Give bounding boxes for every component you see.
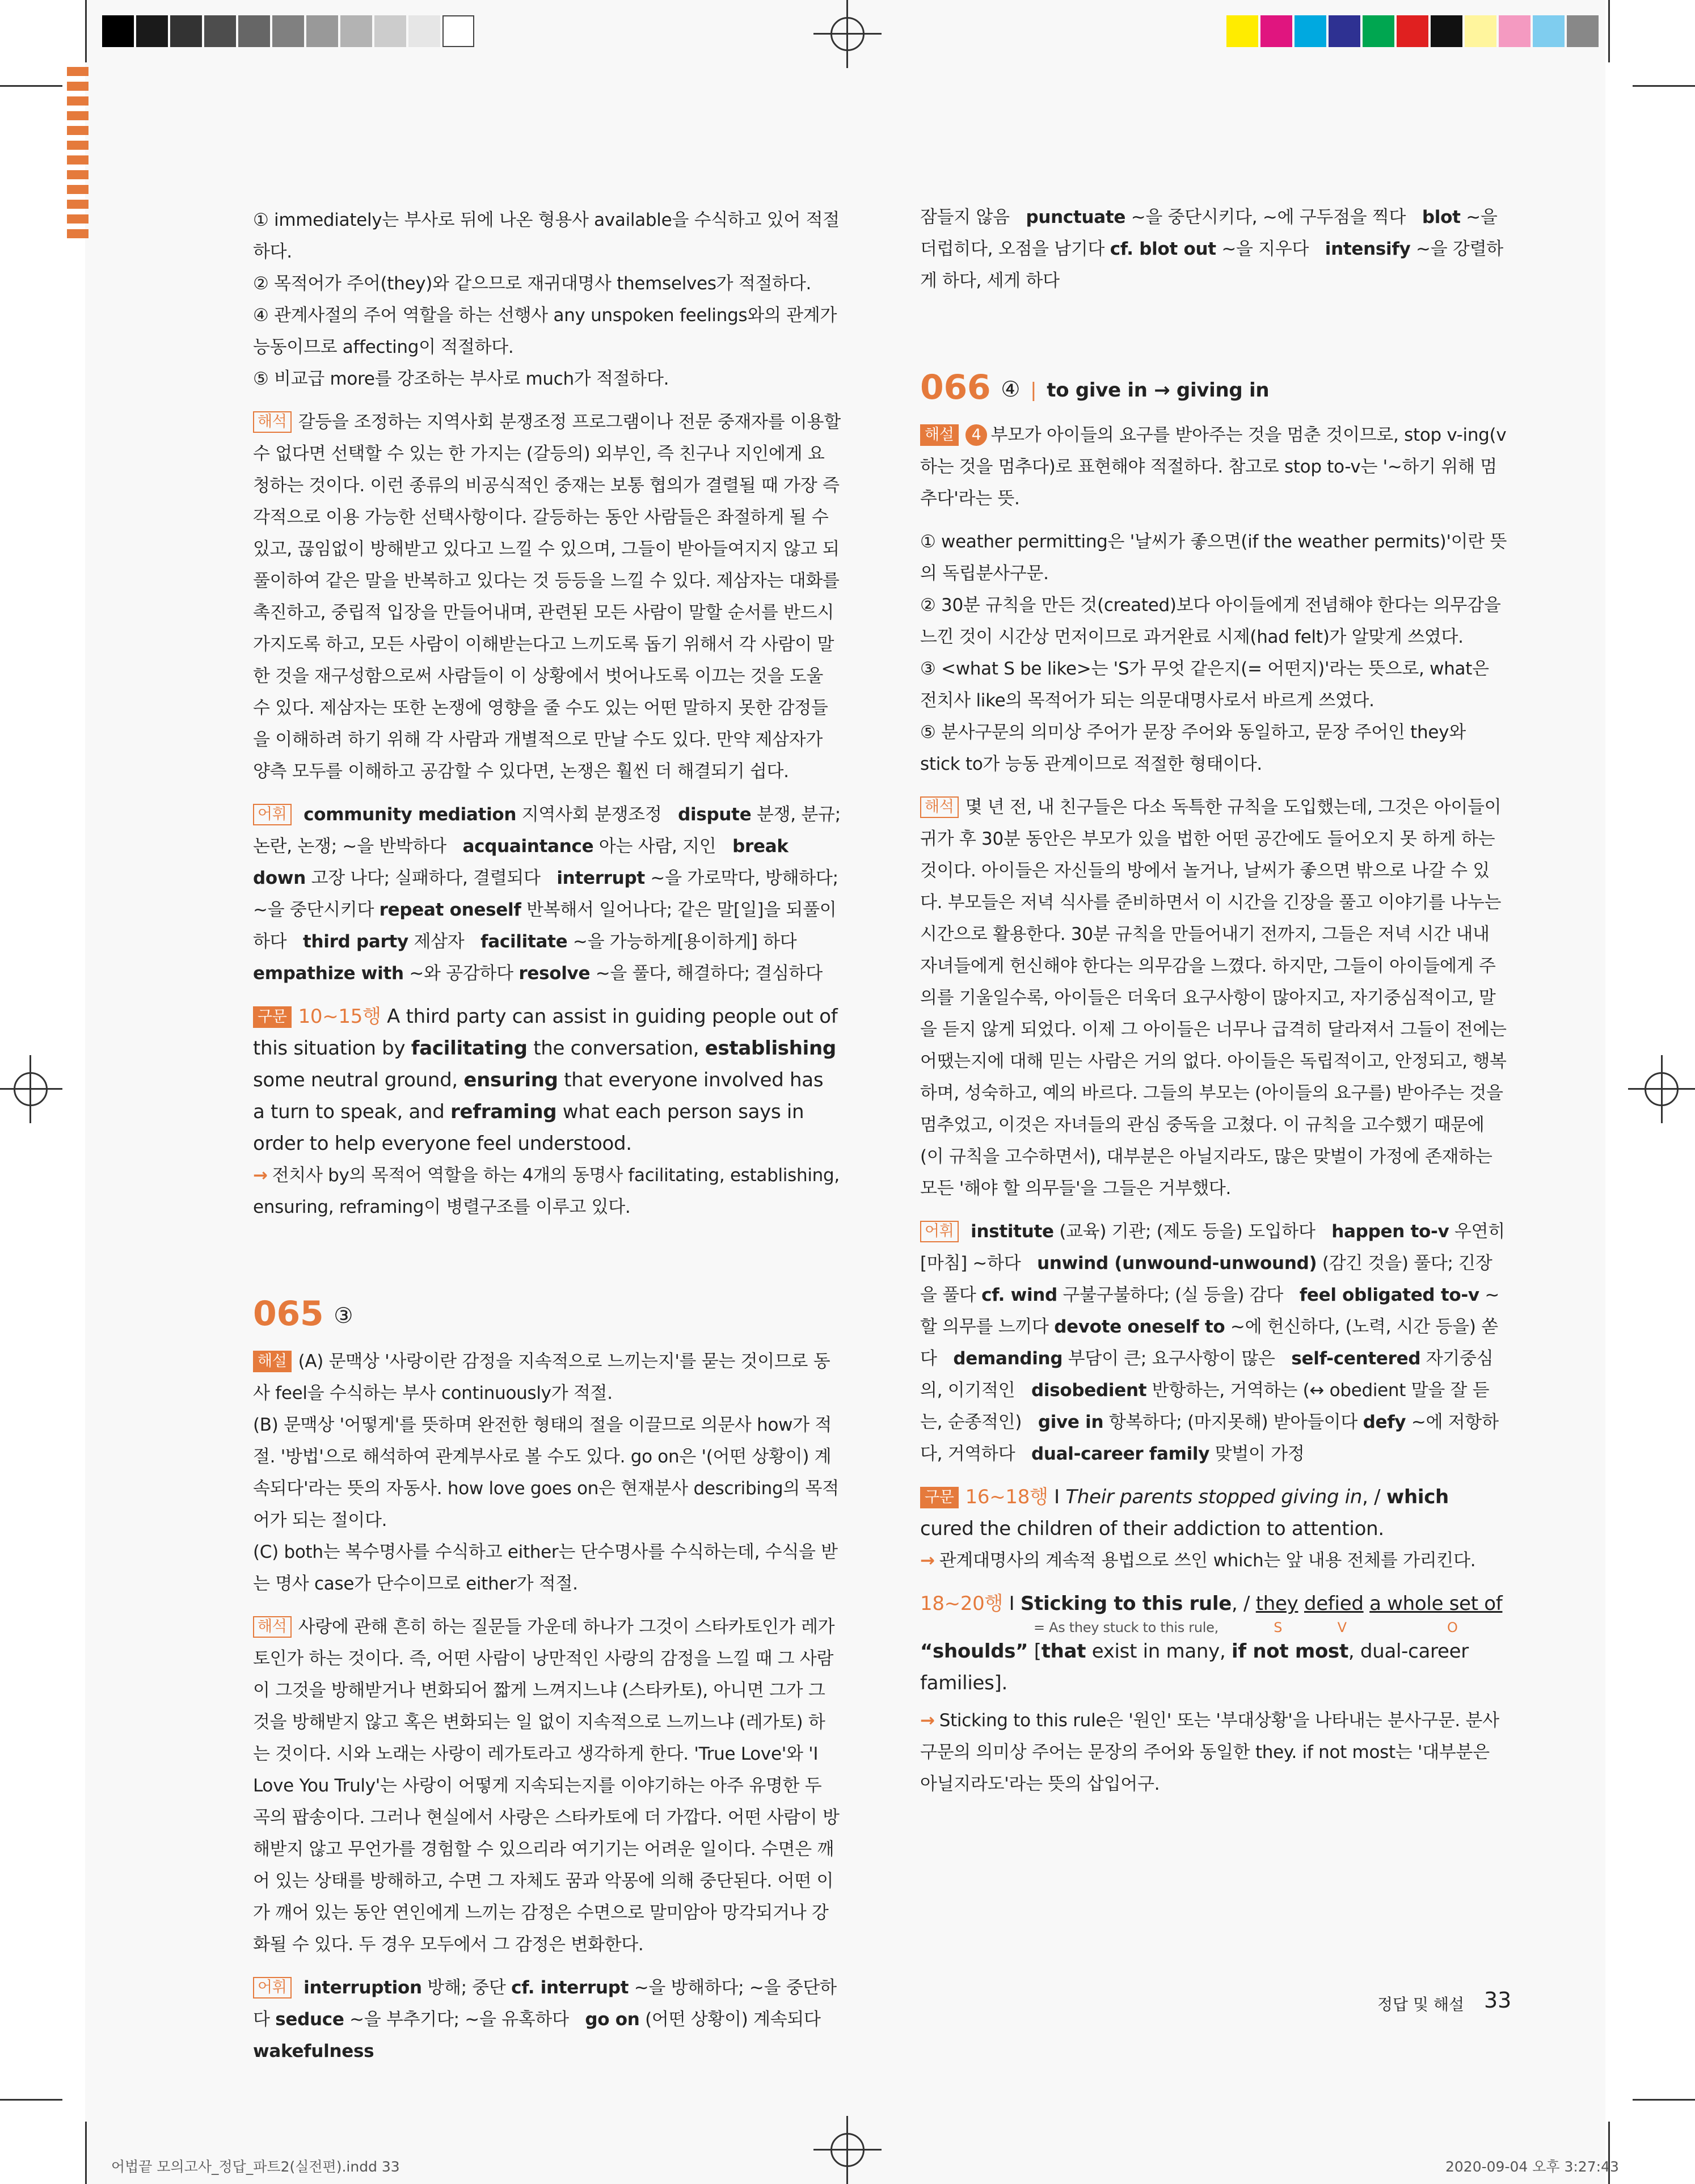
vocab-term: repeat oneself — [379, 900, 521, 920]
note: ⑤ 분사구문의 의미상 주어가 문장 주어와 동일하고, 문장 주어인 they와 stick to가 능동 관계이므로 적절한 형태이다. — [920, 722, 1466, 774]
translation-tag: 해석 — [253, 411, 292, 433]
choice-number-badge: 4 — [965, 424, 988, 446]
vocab-term: dual-career family — [1031, 1444, 1210, 1464]
structure-sentence: , / — [1232, 1592, 1256, 1615]
vocab-term: third party — [302, 931, 408, 952]
color-swatch — [1363, 15, 1394, 47]
vocab-term: interruption — [303, 1978, 422, 1998]
vocab-def: 반복해서 일어나다; 같은 말[일]을 되풀이하다 — [253, 900, 837, 952]
vocab-term: punctuate — [1026, 207, 1126, 227]
vocab-def: ~을 부추기다; ~을 유혹하다 — [349, 2009, 569, 2030]
color-swatch — [1499, 15, 1530, 47]
vocab-def: 제삼자 — [414, 931, 465, 952]
print-timestamp: 2020-09-04 오후 3:27:43 — [1445, 2158, 1619, 2175]
structure-sentence: cured the children of their addiction to attention. — [920, 1517, 1384, 1540]
answer-choice: ④ — [1001, 377, 1021, 402]
registration-mark-left — [0, 1055, 62, 1123]
vocab-term: devote oneself to — [1054, 1317, 1225, 1337]
color-swatch — [442, 15, 474, 47]
color-swatch — [1295, 15, 1326, 47]
left-column — [253, 204, 841, 2078]
color-swatch — [408, 15, 440, 47]
vocab-term: happen to-v — [1331, 1221, 1449, 1242]
q065-vocab — [253, 1972, 841, 2067]
correction: to give in → giving in — [1047, 379, 1270, 402]
structure-sentence: , dual-career families]. — [920, 1640, 1469, 1694]
q065-vocab-continued — [920, 201, 1508, 297]
vocab-term: blot — [1422, 207, 1461, 227]
vocab-term: break down — [253, 836, 789, 888]
file-name: 어법끝 모의고사_정답_파트2(실전편).indd 33 — [111, 2158, 400, 2175]
note: ① immediately는 부사로 뒤에 나온 형용사 available을 수식하고 있어 적절하다. — [253, 210, 840, 262]
vocab-term: resolve — [518, 963, 591, 984]
structure-paraphrase: = As they stuck to this rule, — [1034, 1620, 1218, 1635]
vocab-term: wakefulness — [253, 2041, 374, 2061]
q066-vocab — [920, 1216, 1508, 1470]
structure-sentence: I — [1009, 1592, 1021, 1615]
q066-translation — [920, 791, 1508, 1204]
vocab-def: (감긴 것을) 풀다; 긴장을 풀다 — [920, 1253, 1492, 1305]
color-swatch — [1431, 15, 1462, 47]
trim-mark — [0, 2099, 62, 2101]
section-label: 정답 및 해설 — [1377, 1995, 1465, 2014]
structure-sentence: exist in many, — [1086, 1640, 1232, 1663]
question-number: 066 — [920, 368, 991, 407]
vocab-term: empathize with — [253, 963, 404, 984]
trim-mark — [85, 0, 87, 62]
structure-lines: 16~18행 — [965, 1486, 1048, 1508]
vocab-def: ~을 중단시키다, ~에 구두점을 찍다 — [1131, 207, 1406, 227]
structure-verb: defied — [1304, 1592, 1364, 1615]
vocab-def: (어떤 상황이) 계속되다 — [645, 2009, 821, 2030]
vocab-def: 잠들지 않음 — [920, 207, 1010, 227]
color-swatch — [1465, 15, 1496, 47]
structure-object: “shoulds” — [920, 1640, 1028, 1663]
structure-insertion: if not most — [1231, 1640, 1348, 1663]
explanation-text: (C) both는 복수명사를 수식하고 either는 단수명사를 수식하는데, 수식을 받는 명사 case가 단수이므로 either가 적절. — [253, 1542, 838, 1594]
structure-sentence: some neutral ground, — [253, 1069, 464, 1091]
q065-translation — [253, 1611, 841, 1960]
color-swatch — [102, 15, 134, 47]
q064-translation — [253, 406, 841, 787]
vocab-def: 부담이 큰; 요구사항이 많은 — [1068, 1348, 1275, 1369]
structure-tag: 구문 — [920, 1487, 959, 1508]
structure-sentence: the conversation, — [527, 1037, 705, 1060]
color-swatch — [306, 15, 338, 47]
vocab-def: 아는 사람, 지인 — [598, 836, 716, 857]
vocab-term: go on — [585, 2009, 640, 2030]
note: ① weather permitting은 '날씨가 좋으면(if the weather permits)'이란 뜻의 독립분사구문. — [920, 532, 1507, 584]
note: ② 목적어가 주어(they)와 같으므로 재귀대명사 themselves가 적절하다. — [253, 273, 812, 294]
vocab-def: ~을 가로막다, 방해하다; ~을 중단시키다 — [253, 868, 838, 920]
structure-sentence: A third party can assist in guiding people out of this situation by — [253, 1005, 838, 1060]
color-swatch — [204, 15, 236, 47]
trim-mark — [1633, 85, 1695, 87]
explanation-tag: 해설 — [920, 424, 959, 446]
vocab-term: unwind (unwound-unwound) — [1037, 1253, 1317, 1274]
q066-heading — [920, 365, 1508, 414]
trim-mark — [1633, 2099, 1695, 2101]
vocab-def: 항복하다; (마지못해) 받아들이다 — [1108, 1412, 1358, 1432]
structure-note: 관계대명사의 계속적 용법으로 쓰인 which는 앞 내용 전체를 가리킨다. — [939, 1550, 1476, 1571]
question-number: 065 — [253, 1294, 324, 1334]
vocab-term: demanding — [953, 1348, 1063, 1369]
color-swatch — [136, 15, 168, 47]
vocab-def: ~을 강렬하게 하다, 세게 하다 — [920, 239, 1503, 291]
vocab-term: cf. blot out — [1110, 239, 1216, 259]
arrow-icon: → — [920, 1710, 935, 1731]
translation-tag: 해석 — [253, 1616, 292, 1638]
vocab-term: dispute — [678, 804, 752, 825]
vocab-def: ~을 풀다, 해결하다; 결심하다 — [595, 963, 823, 984]
color-swatch — [1226, 15, 1258, 47]
vocab-def: ~을 가능하게[용이하게] 하다 — [572, 931, 797, 952]
svo-label: O — [1447, 1620, 1458, 1635]
q064-vocab — [253, 799, 841, 989]
color-swatch — [340, 15, 372, 47]
vocab-term: disobedient — [1031, 1380, 1147, 1401]
vocab-def: 방해; 중단 — [427, 1978, 506, 1998]
answer-choice: ③ — [334, 1303, 353, 1328]
explanation-tag: 해설 — [253, 1351, 292, 1372]
vocab-term: give in — [1038, 1412, 1104, 1432]
vocab-def: 분쟁, 분규; 논란, 논쟁; ~을 반박하다 — [253, 804, 841, 857]
q064-notes — [253, 204, 841, 395]
vocab-def: ~에 헌신하다, (노력, 시간 등을) 쏟다 — [920, 1317, 1498, 1369]
right-column — [920, 201, 1508, 1811]
vocab-term: community mediation — [303, 804, 517, 825]
vocab-term: seduce — [275, 2009, 344, 2030]
structure-relative: which — [1386, 1486, 1449, 1508]
color-swatch — [1567, 15, 1599, 47]
color-swatch — [272, 15, 304, 47]
vocab-def: (교육) 기관; (제도 등을) 도입하다 — [1059, 1221, 1315, 1242]
vocab-term: facilitate — [480, 931, 568, 952]
color-swatch — [170, 15, 202, 47]
explanation-text: (A) 문맥상 '사랑이란 감정을 지속적으로 느끼는지'를 묻는 것이므로 동사 feel을 수식하는 부사 continuously가 적절. — [253, 1351, 830, 1403]
translation-text: 사랑에 관해 흔히 하는 질문들 가운데 하나가 그것이 스타카토인가 레가토인가 하는 것이다. 즉, 어떤 사람이 낭만적인 사랑의 감정을 느낄 때 그 사람이 그것을 방해받거나 변화되어 짧게 느껴지느냐 (스타카토), 아니면 그가 그것을 방해받지 않고 혹은 변화되는 일 없이 지속적으로 느끼느냐 (레가토) 하는 것이다. 시와 노래는 사랑이 레가토라고 생각하게 한다. 'True Love'와 'I Love You Truly'는 사랑이 어떻게 지속되는지를 이야기하는 아주 유명한 두 곡의 팝송이다. 그러나 현실에서 사랑은 스타카토에 더 가깝다. 어떤 사람이 방해받지 않고 무언가를 경험할 수 있으리라 여기기는 어려운 일이다. 수면은 깨어 있는 상태를 방해하고, 수면 그 자체도 꿈과 악몽에 의해 중단된다. 어떤 이가 깨어 있는 동안 연인에게 느끼는 감정은 수면으로 말미암아 망각되거나 강화될 수 있다. 두 경우 모두에서 그 감정은 변화한다. — [253, 1617, 840, 1955]
vocab-term: institute — [971, 1221, 1054, 1242]
vocab-term: interrupt — [556, 868, 645, 888]
vocab-def: 반항하는, 거역하는 (↔ obedient 말을 잘 듣는, 순종적인) — [920, 1380, 1490, 1432]
vocab-term: intensify — [1325, 239, 1411, 259]
note: ④ 관계사절의 주어 역할을 하는 선행사 any unspoken feelings와의 관계가 능동이므로 affecting이 적절하다. — [253, 305, 837, 357]
structure-note: Sticking to this rule은 '원인' 또는 '부대상황'을 나타내는 분사구문. 분사구문의 의미상 주어는 문장의 주어와 동일한 they. if not most는 '대부분은 아닐지라도'라는 뜻의 삽입어구. — [920, 1710, 1499, 1794]
translation-tag: 해석 — [920, 796, 959, 818]
q066-explanation — [920, 419, 1508, 515]
vocab-term: defy — [1363, 1412, 1406, 1432]
q065-heading — [253, 1291, 841, 1340]
color-swatch — [1329, 15, 1360, 47]
q066-structure-1 — [920, 1481, 1508, 1576]
registration-mark-top — [813, 0, 882, 68]
note: ② 30분 규칙을 만든 것(created)보다 아이들에게 전념해야 한다는 의무감을 느낀 것이 시간상 먼저이므로 과거완료 시제(had felt)가 알맞게 쓰였다. — [920, 595, 1501, 647]
color-swatch — [238, 15, 270, 47]
structure-sentence: , / — [1362, 1486, 1386, 1508]
page-number: 33 — [1484, 1988, 1512, 2013]
vocab-def: ~을 지우다 — [1221, 239, 1309, 259]
q064-structure — [253, 1001, 841, 1223]
vocab-def: 우연히[마침] ~하다 — [920, 1221, 1505, 1274]
vocab-tag: 어휘 — [253, 1977, 292, 1999]
vocab-term: feel obligated to-v — [1299, 1285, 1479, 1305]
structure-sentence: [ — [1028, 1640, 1042, 1663]
trim-mark — [0, 85, 62, 87]
structure-sentence: Their parents stopped giving in — [1065, 1486, 1363, 1508]
translation-text: 몇 년 전, 내 친구들은 다소 독특한 규칙을 도입했는데, 그것은 아이들이 귀가 후 30분 동안은 부모가 있을 법한 어떤 공간에도 들어오지 못 하게 하는 것이다. 아이들은 자신들의 방에서 놀거나, 날씨가 좋으면 밖으로 나갈 수 있다. 부모들은 저녁 식사를 준비하면서 이 시간을 긴장을 풀고 이야기를 나누는 시간으로 활용한다. 30분 규칙을 만들어내기 전까지, 그들은 저녁 시간 내내 자녀들에게 헌신해야 한다는 의무감을 느꼈다. 하지만, 그들이 아이들에게 주의를 기울일수록, 아이들은 더욱더 요구사항이 많아지고, 자기중심적이고, 말을 듣지 않게 되었다. 이제 그 아이들은 너무나 급격히 달라져서 그들이 전에는 어땠는지에 대해 믿는 사람은 거의 없다. 아이들은 독립적이고, 안정되고, 행복하며, 성숙하고, 예의 바르다. 그들의 부모는 (아이들의 요구를) 받아주는 것을 멈추었고, 이것은 자녀들의 관심 중독을 고쳤다. 이 규칙을 고수했기 때문에 (이 규칙을 고수하면서), 대부분은 아닐지라도, 많은 맞벌이 가정에 존재하는 모든 '해야 할 의무들'을 그들은 거부했다. — [920, 797, 1507, 1199]
note: ③ <what S be like>는 'S가 무엇 같은지(= 어떤지)'라는 뜻으로, what은 전치사 like의 목적어가 되는 의문대명사로서 바르게 쓰였다. — [920, 659, 1489, 711]
note: ⑤ 비교급 more를 강조하는 부사로 much가 적절하다. — [253, 369, 669, 389]
structure-note: 전치사 by의 목적어 역할을 하는 4개의 동명사 facilitating, establishing, ensuring, reframing이 병렬구조를 이루고 있다. — [253, 1165, 840, 1217]
edge-stripe-decoration — [67, 67, 88, 248]
vocab-tag: 어휘 — [253, 804, 292, 825]
vocab-def: 맞벌이 가정 — [1215, 1444, 1305, 1464]
structure-relative: that — [1041, 1640, 1086, 1663]
q066-notes — [920, 526, 1508, 780]
arrow-icon: → — [253, 1165, 268, 1186]
structure-sentence: what each person says in order to help everyone feel understood. — [253, 1101, 804, 1155]
arrow-icon: → — [920, 1550, 935, 1571]
structure-gerund: establishing — [705, 1037, 836, 1060]
structure-object: a whole set of — [1369, 1592, 1503, 1615]
structure-sentence: I — [1054, 1486, 1066, 1508]
color-swatch — [1397, 15, 1428, 47]
svo-label: S — [1274, 1620, 1283, 1635]
structure-subject: they — [1255, 1592, 1298, 1615]
structure-sentence: that everyone involved has a turn to speak, and — [253, 1069, 824, 1123]
structure-participle: Sticking to this rule — [1020, 1592, 1232, 1615]
structure-gerund: ensuring — [463, 1069, 558, 1091]
vocab-def: ~할 의무를 느끼다 — [920, 1285, 1500, 1337]
vocab-def: ~와 공감하다 — [409, 963, 513, 984]
registration-mark-bottom — [813, 2116, 882, 2184]
structure-tag: 구문 — [253, 1006, 292, 1028]
q066-structure-2 — [920, 1588, 1508, 1800]
trim-mark — [1608, 0, 1610, 62]
vocab-term: cf. wind — [981, 1285, 1057, 1305]
vocab-term: acquaintance — [462, 836, 594, 857]
structure-lines: 18~20행 — [920, 1592, 1003, 1615]
vocab-def: ~을 방해하다; ~을 중단하다 — [253, 1978, 837, 2030]
color-swatch — [1533, 15, 1565, 47]
heading-divider: | — [1030, 379, 1037, 402]
q065-explanation — [253, 1346, 841, 1600]
explanation-text: (B) 문맥상 '어떻게'를 뜻하며 완전한 형태의 절을 이끌므로 의문사 how가 적절. '방법'으로 해석하여 관계부사로 볼 수도 있다. go on은 '(어떤 상황이) 계속되다'라는 뜻의 자동사. how love goes on은 현재분사 describing의 목적어가 되는 절이다. — [253, 1415, 839, 1531]
svo-label: V — [1337, 1620, 1347, 1635]
structure-lines: 10~15행 — [298, 1005, 381, 1028]
vocab-term: cf. interrupt — [511, 1978, 629, 1998]
vocab-term: self-centered — [1291, 1348, 1421, 1369]
vocab-def: ~을 더럽히다, 오점을 남기다 — [920, 207, 1498, 259]
structure-gerund: reframing — [450, 1101, 557, 1123]
vocab-def: 지역사회 분쟁조정 — [521, 804, 662, 825]
vocab-def: 고장 나다; 실패하다, 결렬되다 — [311, 868, 541, 888]
translation-text: 갈등을 조정하는 지역사회 분쟁조정 프로그램이나 전문 중재자를 이용할 수 없다면 선택할 수 있는 한 가지는 (갈등의) 외부인, 즉 친구나 지인에게 요청하는 것이다. 이런 종류의 비공식적인 중재는 보통 협의가 결렬될 때 가장 즉각적으로 이용 가능한 선택사항이다. 갈등하는 동안 사람들은 좌절하게 될 수 있고, 끊임없이 방해받고 있다고 느낄 수 있으며, 그들이 받아들여지지 않고 되풀이하여 같은 말을 반복하고 있다는 것 등등을 느낄 수 있다. 제삼자는 대화를 촉진하고, 중립적 입장을 만들어내며, 관련된 모든 사람이 말할 순서를 반드시 가지도록 하고, 모든 사람이 이해받는다고 느끼도록 돕기 위해서 각 사람이 말한 것을 재구성함으로써 사람들이 이 상황에서 벗어나도록 이끄는 것을 도울 수 있다. 제삼자는 또한 논쟁에 영향을 줄 수도 있는 어떤 말하지 못한 감정들을 이해하려 하기 위해 각 사람과 개별적으로 만날 수도 있다. 만약 제삼자가 양측 모두를 이해하고 공감할 수 있다면, 논쟁은 훨씬 더 해결되기 쉽다. — [253, 412, 841, 782]
color-swatch — [374, 15, 406, 47]
vocab-def: 구불구불하다; (실 등을) 감다 — [1062, 1285, 1284, 1305]
trim-mark — [85, 2122, 87, 2184]
vocab-def: 자기중심의, 이기적인 — [920, 1348, 1494, 1401]
vocab-tag: 어휘 — [920, 1221, 959, 1242]
structure-gerund: facilitating — [411, 1037, 528, 1060]
color-swatch — [1260, 15, 1292, 47]
explanation-text: 부모가 아이들의 요구를 받아주는 것을 멈춘 것이므로, stop v-ing(v하는 것을 멈추다)로 표현해야 적절하다. 참고로 stop to-v는 '~하기 위해 멈추다'라는 뜻. — [920, 425, 1507, 509]
vocab-def: ~에 저항하다, 거역하다 — [920, 1412, 1499, 1464]
registration-mark-right — [1628, 1055, 1695, 1123]
